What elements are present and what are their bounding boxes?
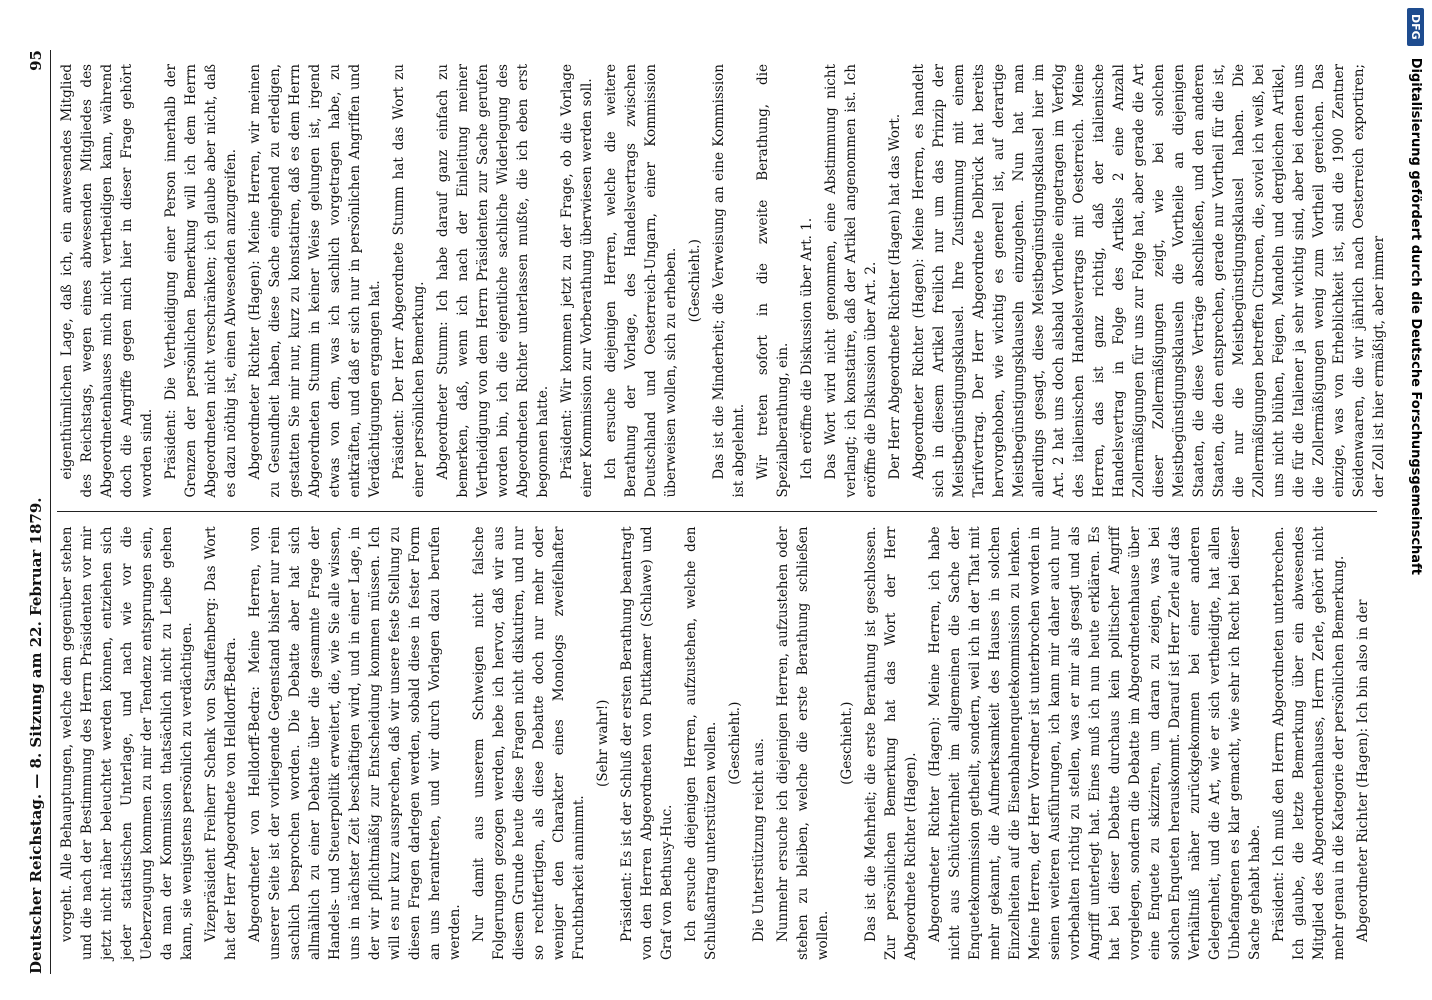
paragraph: Abgeordneter Richter (Hagen): Meine Herren, es handelt sich in diesem Artikel freilich nur um das Prinzip der Meistbegünstigungsklausel. Ihre Zustimmung mit einem Tarifvertrag. Der Herr Abgeordnete Delbrück hat bereits hervorgehoben, wie wichtig es generell ist, auf derartige Meistbegünstigungsklauseln einzugehen. Nun hat man allerdings gesagt, diese Meistbegünstigungsklausel hier im Art. 2 hat uns doch alsbald Vortheile eingetragen im Verfolg des italienischen Handelsvertrags mit Oesterreich. Meine Herren, das ist ganz richtig, daß der italienische Handelsvertrag in Folge des Artikels 2 eine Anzahl Zollermäßigungen für uns zur Folge hat, aber gerade die Art dieser Zollermäßigungen zeigt, wie bei solchen Meistbegünstigungsklauseln die Vortheile an diejenigen Staaten, die diese Verträge abschließen, und den anderen Staaten, die den entsprechen, gerade nur Vortheil für die ist, die nur die Meistbegünstigungsklausel haben. Die Zollermäßigungen betreffen Citronen, die, soviel ich weiß, bei uns nicht blühen, Feigen, Mandeln und dergleichen Artikel, die für die Italiener ja sehr wichtig sind, aber bei denen uns die Zollermäßigungen wenig zum Vortheil gereichen. Das einzige, was von Erheblichkeit ist, sind die 1900 Zentner Seidenwaaren, die wir jährlich nach Oesterreich exportiren; der Zoll ist hier ermäßigt, aber immer <box>911 64 1387 498</box>
scanned-page <box>18 36 1394 988</box>
paragraph: Nunmehr ersuche ich diejenigen Herren, aufzustehen oder stehen zu bleiben, welche die erste Berathung schließen wollen. <box>775 526 831 960</box>
paragraph: Das ist die Mehrheit; die erste Berathung ist geschlossen. Zur persönlichen Bemerkung hat das Wort der Herr Abgeordnete Richter (Hagen). <box>863 526 919 960</box>
paragraph: eigenthümlichen Lage, daß ich, ein anwesendes Mitglied des Reichstags, wegen eines abwesenden Mitgliedes des Abgeordnetenhauses mich nicht vertheidigen kann, während doch die Angriffe gegen mich hier in dieser Frage gehört worden sind. <box>59 64 155 498</box>
page-number: 95 <box>27 50 45 71</box>
paragraph: Nur damit aus unserem Schweigen nicht falsche Folgerungen gezogen werden, hebe ich hervor, daß wir aus diesem Grunde heute diese Fragen nicht diskutiren, und nur so rechtfertigen, als diese Debatte doch nur mehr oder weniger den Charakter eines Monologs zweifelhafter Fruchtbarkeit annimmt. <box>471 526 587 960</box>
running-header <box>26 50 51 974</box>
header-title: Deutscher Reichstag. — 8. Sitzung am 22. Februar 1879. <box>27 497 45 974</box>
left-column <box>57 513 1377 975</box>
paragraph: Abgeordneter Richter (Hagen): Meine Herren, wir meinen zu Gesundheit haben, diese Sache eingehend zu erledigen, gestatten Sie mir nur, kurz zu konstatiren, daß es dem Herrn Abgeordneten Stumm in keiner Weise gelungen ist, irgend etwas von dem, was ich sachlich vorgetragen habe, zu entkräften, und daß er sich nur in persönlichen Angriffen und Verdächtigungen ergangen hat. <box>247 64 383 498</box>
paragraph: Wir treten sofort in die zweite Berathung, die Spezialberathung, ein. <box>755 64 791 498</box>
paragraph: Die Unterstützung reicht aus. <box>751 738 767 942</box>
paragraph: Präsident: Es ist der Schluß der ersten Berathung beantragt von den Herren Abgeordneten von Puttkamer (Schlawe) und Graf von Bethusy-Huc. <box>619 526 675 960</box>
page-content <box>18 36 1394 988</box>
paragraph: Abgeordneter Richter (Hagen): Ich bin also in der <box>1355 599 1371 942</box>
paragraph: (Geschieht.) <box>839 701 855 785</box>
paragraph: Präsident: Wir kommen jetzt zu der Frage, ob die Vorlage einer Kommission zur Vorberathung überwiesen werden soll. <box>559 64 595 498</box>
paragraph: Das Wort wird nicht genommen, eine Abstimmung nicht verlangt; ich konstatire, daß der Artikel angenommen ist. Ich eröffne die Diskussion über Art. 2. <box>823 64 879 498</box>
credit-text: Digitalisierung gefördert durch die Deutsche Forschungsgemeinschaft <box>1408 57 1424 575</box>
paragraph: Präsident: Die Vertheidigung einer Person innerhalb der Grenzen der persönlichen Bemerkung will ich dem Herrn Abgeordneten nicht verschränken; ich glaube aber nicht, daß es dazu nöthig ist, einen Abwesenden anzugreifen. <box>163 64 239 498</box>
right-column <box>57 50 1387 513</box>
paragraph: Abgeordneter Richter (Hagen): Meine Herren, ich habe nicht aus Schüchternheit im allgemeinen die Sache der Enquetekommission getheilt, sondern, weil ich in der That mit mehr gekannt, die Aufmerksamkeit des Hauses in solchen Einzelheiten auf die Eisenbahnenquetekommission zu lenken. Meine Herren, der Herr Vorredner ist unterbrochen worden in seinen weiteren Ausführungen, ich kann mir daher auch nur vorbehalten richtig zu stellen, was er mir als gesagt und als Angriff unterlegt hat. Eines muß ich nun heute erklären. Es hat bei dieser Debatte durchaus kein politischer Angriff vorgelegen, sondern die Debatte im Abgeordnetenhause über eine Enquete zu skizziren, um daran zu zeigen, was bei solchen Enqueten herauskommt. Darauf ist Herr Zerle auf das Verhältniß näher zurückgekommen bei einer anderen Gelegenheit, und die Art, wie er sich vertheidigte, hat allen Unbefangenen es klar gemacht, wie sehr ich Recht bei dieser Sache gehabt habe. <box>927 526 1263 960</box>
paragraph: Ich ersuche diejenigen Herren, welche die weitere Berathung der Vorlage, des Handelsvertrags zwischen Deutschland und Oesterreich-Ungarn, einer Kommission überweisen wollen, sich zu erheben. <box>603 64 679 498</box>
paragraph: Abgeordneter von Helldorff-Bedra: Meine Herren, von unserer Seite ist der vorliegende Gegenstand bisher nur rein sachlich besprochen worden. Die Debatte aber hat sich allmählich zu einer Debatte über die gesammte Frage der Handels- und Steuerpolitik erweitert, die, wie Sie alle wissen, uns in nächster Zeit beschäftigen wird, und in einer Lage, in der wir pflichtmäßig zur Entscheidung kommen müssen. Ich will es nur kurz aussprechen, daß wir unsere feste Stellung zu diesen Fragen darlegen werden, sobald diese in fester Form an uns herantreten, und wir durch Vorlagen dazu berufen werden. <box>247 526 463 960</box>
paragraph: (Geschieht.) <box>687 239 703 323</box>
dfg-logo: DFG <box>1408 8 1425 46</box>
paragraph: Der Herr Abgeordnete Richter (Hagen) hat das Wort. <box>887 113 903 480</box>
paragraph: Präsident: Ich muß den Herrn Abgeordneten unterbrechen. Ich glaube, die letzte Bemerkung über ein abwesendes Mitglied des Abgeordnetenhauses, Herrn Zerle, gehört nicht mehr genau in die Kategorie der persönlichen Bemerkung. <box>1271 526 1347 960</box>
paragraph: Präsident: Der Herr Abgeordnete Stumm hat das Wort zu einer persönlichen Bemerkung. <box>391 64 427 498</box>
paragraph: Ich eröffne die Diskussion über Art. 1. <box>799 217 815 480</box>
paragraph: vorgeht. Alle Behauptungen, welche dem gegenüber stehen und die nach der Bestimmung des Herrn Präsidenten vor mir jetzt nicht näher beleuchtet werden können, entziehen sich jeder statistischen Unterlage, und nach wie vor die Ueberzeugung kommen zu mir der Tendenz entsprungen sein, da man der Kommission thatsächlich nicht zu Leibe gehen kann, sie wenigstens persönlich zu verdächtigen. <box>59 526 195 960</box>
text-columns <box>57 50 1387 974</box>
paragraph: (Sehr wahr!) <box>595 699 611 787</box>
paragraph: Ich ersuche diejenigen Herren, aufzustehen, welche den Schlußantrag unterstützen wollen. <box>683 526 719 960</box>
paragraph: Das ist die Minderheit; die Verweisung an eine Kommission ist abgelehnt. <box>711 64 747 498</box>
paragraph: Abgeordneter Stumm: Ich habe darauf ganz einfach zu bemerken, daß, wenn ich nach der Einleitung meiner Vertheidigung von dem Herrn Präsidenten zur Sache gerufen worden bin, ich die eigentliche sachliche Widerlegung des Abgeordneten Richter unterlassen mußte, die ich eben erst begonnen hatte. <box>435 64 551 498</box>
paragraph: (Geschieht.) <box>727 701 743 785</box>
digitization-credit <box>1400 0 1432 1000</box>
paragraph: Vizepräsident Freiherr Schenk von Stauffenberg: Das Wort hat der Herr Abgeordnete von Helldorff-Bedra. <box>203 526 239 960</box>
